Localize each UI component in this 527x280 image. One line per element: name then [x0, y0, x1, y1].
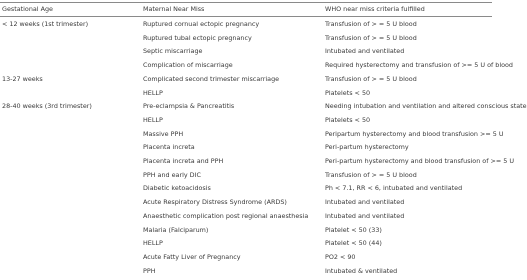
cell-maternal-near-miss: PPH	[143, 266, 156, 275]
cell-maternal-near-miss: Placenta increta and PPH	[143, 157, 224, 165]
cell-maternal-near-miss: Diabetic ketoacidosis	[143, 184, 211, 193]
cell-who-criteria: PO2 < 90	[325, 252, 356, 261]
cell-maternal-near-miss: Malaria (Falciparum)	[143, 225, 209, 234]
table-row	[0, 264, 492, 278]
table-row	[0, 44, 492, 58]
cell-maternal-near-miss: Complicated second trimester miscarriage	[143, 74, 280, 83]
cell-gestational-age: 13-27 weeks	[2, 74, 43, 83]
cell-who-criteria: Peri-partum hysterectomy and blood transfusion of >= 5 U	[325, 157, 514, 165]
table-row	[0, 236, 492, 250]
cell-who-criteria: Peri-partum hysterectomy	[325, 143, 409, 152]
header-who-criteria: WHO near miss criteria fulfilled	[325, 5, 425, 13]
cell-maternal-near-miss: Placenta increta	[143, 143, 195, 152]
cell-maternal-near-miss: Massive PPH	[143, 129, 184, 138]
cell-who-criteria: Required hysterectomy and transfusion of >= 5 U of blood	[325, 61, 513, 70]
table-row	[0, 140, 492, 154]
table-header-row	[0, 2, 492, 16]
table-row	[0, 154, 514, 168]
table-row	[0, 72, 492, 86]
cell-who-criteria: Platelets < 50	[325, 88, 371, 97]
cell-who-criteria: Platelet < 50 (44)	[325, 239, 382, 248]
cell-maternal-near-miss: HELLP	[143, 239, 163, 248]
table-row	[0, 99, 527, 113]
cell-who-criteria: Intubated and ventilated	[325, 211, 405, 220]
cell-gestational-age: < 12 weeks (1st trimester)	[2, 20, 89, 28]
cell-who-criteria: Intubated and ventilated	[325, 198, 405, 207]
table-row	[0, 209, 492, 223]
cell-who-criteria: Transfusion of > = 5 U blood	[325, 170, 417, 179]
table-row	[0, 168, 492, 182]
cell-maternal-near-miss: HELLP	[143, 115, 163, 124]
cell-who-criteria: Platelet < 50 (33)	[325, 225, 382, 234]
cell-maternal-near-miss: PPH and early DIC	[143, 170, 201, 179]
cell-who-criteria: Platelets < 50	[325, 115, 371, 124]
cell-maternal-near-miss: Acute Fatty Liver of Pregnancy	[143, 252, 241, 261]
cell-maternal-near-miss: Anaesthetic complication post regional anaesthesia	[143, 211, 309, 220]
table-row	[0, 58, 513, 72]
cell-who-criteria: Peripartum hysterectomy and blood transfusion >= 5 U	[325, 129, 504, 138]
cell-who-criteria: Transfusion of > = 5 U blood	[325, 20, 417, 28]
cell-gestational-age: 28-40 weeks (3rd trimester)	[2, 102, 92, 111]
table-row	[0, 250, 492, 264]
cell-maternal-near-miss: Ruptured cornual ectopic pregnancy	[143, 20, 260, 28]
cell-who-criteria: Ph < 7.1, RR < 6, intubated and ventilated	[325, 184, 463, 193]
cell-maternal-near-miss: Acute Respiratory Distress Syndrome (ARDS)	[143, 198, 287, 207]
cell-who-criteria: Intubated & ventilated	[325, 266, 398, 275]
table-row	[0, 195, 492, 209]
cell-who-criteria: Needing intubation and ventilation and altered conscious state	[325, 102, 527, 111]
cell-who-criteria: Transfusion of > = 5 U blood	[325, 33, 417, 42]
table-row	[0, 17, 492, 31]
cell-maternal-near-miss: Septic miscarriage	[143, 47, 203, 56]
cell-who-criteria: Intubated and ventilated	[325, 47, 405, 56]
header-maternal-near-miss: Maternal Near Miss	[143, 5, 205, 13]
table-row	[0, 31, 492, 45]
cell-maternal-near-miss: Pre-eclampsia & Pancreatitis	[143, 102, 235, 111]
table-row	[0, 223, 492, 237]
table-row	[0, 127, 504, 141]
table-row	[0, 113, 492, 127]
table-row	[0, 86, 492, 100]
header-gestational-age: Gestational Age	[2, 5, 53, 13]
cell-maternal-near-miss: HELLP	[143, 88, 163, 97]
table-row	[0, 181, 492, 195]
cell-maternal-near-miss: Ruptured tubal ectopic pregnancy	[143, 33, 252, 42]
cell-who-criteria: Transfusion of > = 5 U blood	[325, 74, 417, 83]
cell-maternal-near-miss: Complication of miscarriage	[143, 61, 233, 70]
